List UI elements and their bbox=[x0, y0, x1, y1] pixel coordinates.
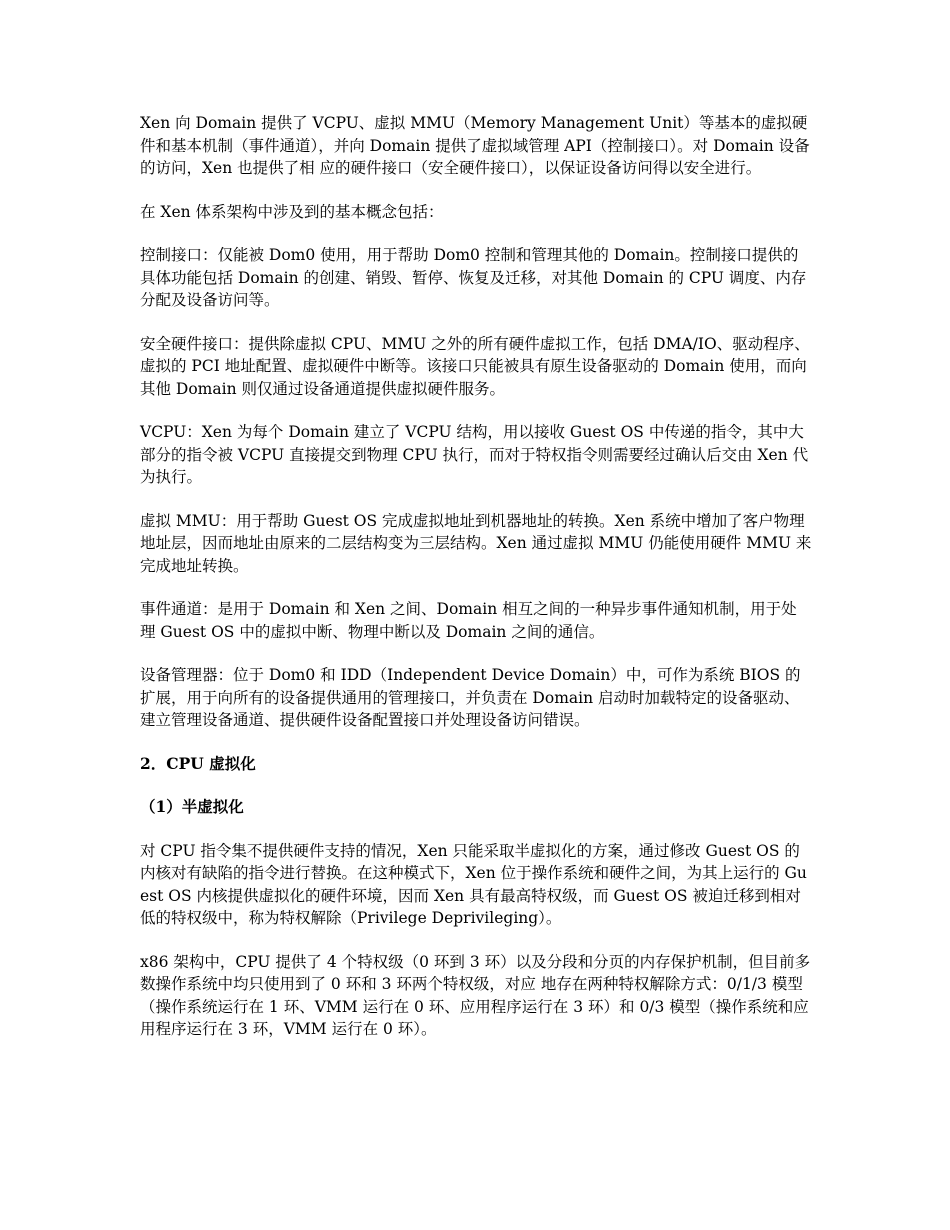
paragraph-secure-hardware-interface: 安全硬件接口：提供除虚拟 CPU、MMU 之外的所有硬件虚拟工作，包括 DMA/IO、驱动程序、虚拟的 PCI 地址配置、虚拟硬件中断等。该接口只能被具有原生设备驱动的 Domain 使用，而向其他 Domain 则仅通过设备通道提供虚拟硬件服务。 bbox=[140, 334, 810, 398]
paragraph-xen-overview: Xen 向 Domain 提供了 VCPU、虚拟 MMU（Memory Management Unit）等基本的虚拟硬件和基本机制（事件通道），并向 Domain 提供了虚拟域管理 API（控制接口）。对 Domain 设备的访问，Xen 也提供了相 应的硬件接口（安全硬件接口），以保证设备访问得以安全进行。 bbox=[140, 114, 810, 177]
paragraph-x86-privilege-levels: x86 架构中，CPU 提供了 4 个特权级（0 环到 3 环）以及分段和分页的内存保护机制，但目前多数操作系统中均只使用到了 0 环和 3 环两个特权级，对应 地存在两种特权解除方式：0/1/3 模型（操作系统运行在 1 环、VMM 运行在 0 环、应用程序运行在 3 环）和 0/3 模型（操作系统和应用程序运行在 3 环，VMM 运行在 0 环）。 bbox=[140, 952, 811, 1038]
paragraph-device-manager: 设备管理器：位于 Dom0 和 IDD（Independent Device Domain）中，可作为系统 BIOS 的扩展，用于向所有的设备提供通用的管理接口，并负责在 Domain 启动时加载特定的设备驱动、建立管理设备通道、提供硬件设备配置接口并处理设备访问错误。 bbox=[140, 666, 801, 729]
paragraph-paravirtualization: 对 CPU 指令集不提供硬件支持的情况，Xen 只能采取半虚拟化的方案，通过修改 Guest OS 的内核对有缺陷的指令进行替换。在这种模式下，Xen 位于操作系统和硬件之间，为其上运行的 Guest OS 内核提供虚拟化的硬件环境，因而 Xen 具有最高特权级，而 Guest OS 被迫迁移到相对低的特权级中，称为特权解除（Privilege Deprivileging）。 bbox=[140, 841, 807, 927]
paragraph-event-channel: 事件通道：是用于 Domain 和 Xen 之间、Domain 相互之间的一种异步事件通知机制，用于处理 Guest OS 中的虚拟中断、物理中断以及 Domain 之间的通信。 bbox=[140, 600, 797, 641]
paragraph-basic-concepts-intro: 在 Xen 体系架构中涉及到的基本概念包括： bbox=[140, 202, 444, 221]
document-page bbox=[140, 112, 812, 1062]
paragraph-control-interface: 控制接口：仅能被 Dom0 使用，用于帮助 Dom0 控制和管理其他的 Domain。控制接口提供的具体功能包括 Domain 的创建、销毁、暂停、恢复及迁移，对其他 Domain 的 CPU 调度、内存分配及设备访问等。 bbox=[140, 246, 807, 309]
section-heading-cpu-virtualization: 2．CPU 虚拟化 bbox=[140, 753, 256, 773]
paragraph-vcpu: VCPU：Xen 为每个 Domain 建立了 VCPU 结构，用以接收 Guest OS 中传递的指令，其中大部分的指令被 VCPU 直接提交到物理 CPU 执行，而对于特权指令则需要经过确认后交由 Xen 代为执行。 bbox=[140, 423, 809, 486]
subsection-heading-paravirtualization: （1）半虚拟化 bbox=[140, 797, 244, 816]
paragraph-virtual-mmu: 虚拟 MMU：用于帮助 Guest OS 完成虚拟地址到机器地址的转换。Xen 系统中增加了客户物理地址层，因而地址由原来的二层结构变为三层结构。Xen 通过虚拟 MMU 仍能使用硬件 MMU 来完成地址转换。 bbox=[140, 511, 812, 575]
